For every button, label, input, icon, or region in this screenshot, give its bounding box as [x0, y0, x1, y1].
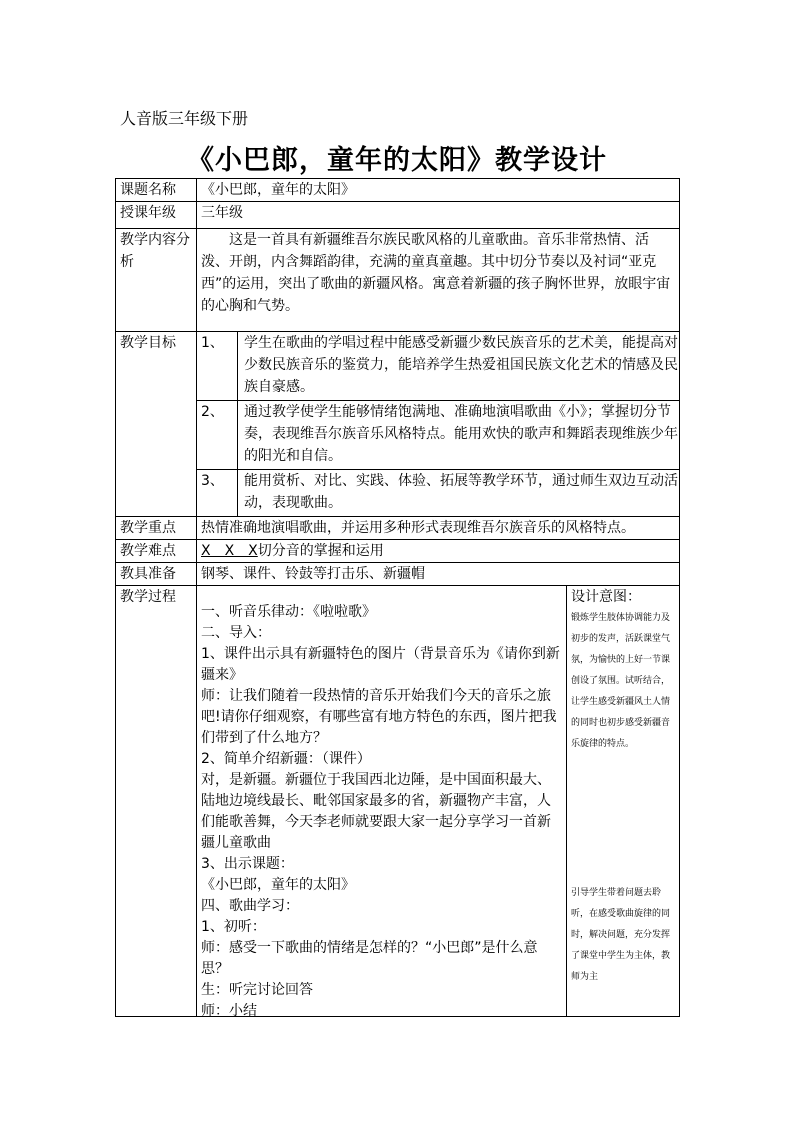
process-line: 师：让我们随着一段热情的音乐开始我们今天的音乐之旅吧!请你仔细观察，有哪些富有地方特色的东西，图片把我们带到了什么地方？ — [201, 688, 557, 746]
process-line: 一、听音乐律动：《啦啦歌》 — [201, 604, 376, 620]
goal-text: 通过教学使学生能够情绪饱满地、准确地演唱歌曲《小》；掌握切分节奏，表现维吾尔族音乐风格特点。能用欢快的歌声和舞蹈表现维族少年的阳光和自信。 — [238, 401, 680, 470]
process-line: 3、出示课题： — [201, 856, 294, 872]
goal-item — [197, 332, 679, 401]
design-intent-column — [567, 586, 679, 1016]
process-line: 2、简单介绍新疆：（课件） — [201, 751, 371, 767]
process-line: 生：听完讨论回答 — [201, 982, 313, 998]
goal-number: 3、 — [197, 470, 238, 517]
goal-item — [197, 470, 679, 517]
design-intent-note: 锻炼学生肢体协调能力及初步的发声，活跃课堂气氛，为愉快的上好一节课创设了氛围。试听结合，让学生感受新疆风土人情的同时也初步感受新疆音乐旋律的特点。 — [571, 613, 671, 749]
goals-list — [197, 332, 679, 516]
process-line: 《小巴郎，童年的太阳》 — [201, 877, 355, 893]
label-analysis: 教学内容分析 — [116, 229, 197, 332]
value-topic: 《小巴郎，童年的太阳》 — [197, 179, 680, 202]
lesson-plan-table — [115, 178, 680, 1017]
value-difficulty — [197, 540, 680, 563]
value-analysis: 这是一首具有新疆维吾尔族民歌风格的儿童歌曲。音乐非常热情、活泼、开朗，内含舞蹈韵律，充满的童真童趣。其中切分节奏以及衬词“亚克西”的运用，突出了歌曲的新疆风格。寓意着新疆的孩子胸怀世界，放眼宇宙的心胸和气势。 — [201, 232, 671, 314]
process-line: 1、初听： — [201, 919, 266, 935]
design-intent-note: 引导学生带着问题去聆听，在感受歌曲旋律的同时，解决问题，充分发挥了课堂中学生为主体，教师为主 — [571, 888, 671, 982]
row-analysis — [116, 229, 680, 332]
value-grade: 三年级 — [197, 202, 680, 229]
process-line: 师：感受一下歌曲的情绪是怎样的？“小巴郎”是什么意思？ — [201, 940, 538, 977]
row-process — [116, 586, 680, 1017]
row-difficulty — [116, 540, 680, 563]
goal-text: 能用赏析、对比、实践、体验、拓展等教学环节，通过师生双边互动活动，表现歌曲。 — [244, 473, 678, 511]
value-materials: 钢琴、课件、铃鼓等打击乐、新疆帽 — [197, 563, 680, 586]
row-key-points — [116, 517, 680, 540]
row-topic — [116, 179, 680, 202]
value-key-points: 热情准确地演唱歌曲，并运用多种形式表现维吾尔族音乐的风格特点。 — [197, 517, 680, 540]
goal-number: 2、 — [197, 401, 238, 470]
process-line: 四、歌曲学习： — [201, 898, 299, 914]
label-difficulty: 教学难点 — [116, 540, 197, 563]
process-line: 对，是新疆。新疆位于我国西北边陲，是中国面积最大、陆地边境线最长、毗邻国家最多的省，新疆物产丰富，人们能歌善舞，今天李老师就要跟大家一起分享学习一首新疆儿童歌曲 — [201, 772, 551, 851]
process-steps — [197, 586, 567, 1019]
subtitle: 人音版三年级下册 — [120, 109, 249, 128]
rhythm-notation: X X X — [201, 543, 258, 559]
process-line: 师：小结 — [201, 1003, 257, 1019]
goal-text: 学生在歌曲的学唱过程中能感受新疆少数民族音乐的艺术美，能提高对少数民族音乐的鉴赏力，能培养学生热爱祖国民族文化艺术的情感及民族自豪感。 — [238, 332, 680, 401]
label-goals: 教学目标 — [116, 332, 197, 517]
label-grade: 授课年级 — [116, 202, 197, 229]
label-topic: 课题名称 — [116, 179, 197, 202]
label-key-points: 教学重点 — [116, 517, 197, 540]
process-line: 1、课件出示具有新疆特色的图片（背景音乐为《请你到新疆来》 — [201, 646, 560, 683]
goal-item — [197, 401, 679, 470]
label-process: 教学过程 — [116, 586, 197, 1017]
label-materials: 教具准备 — [116, 563, 197, 586]
process-line: 二、导入： — [201, 625, 271, 641]
page-title: 《小巴郎，童年的太阳》教学设计 — [187, 145, 607, 176]
goal-number: 1、 — [197, 332, 238, 401]
difficulty-text: 切分音的掌握和运用 — [257, 543, 384, 559]
row-goals — [116, 332, 680, 517]
row-materials — [116, 563, 680, 586]
design-intent-title: 设计意图： — [571, 589, 641, 605]
row-grade — [116, 202, 680, 229]
